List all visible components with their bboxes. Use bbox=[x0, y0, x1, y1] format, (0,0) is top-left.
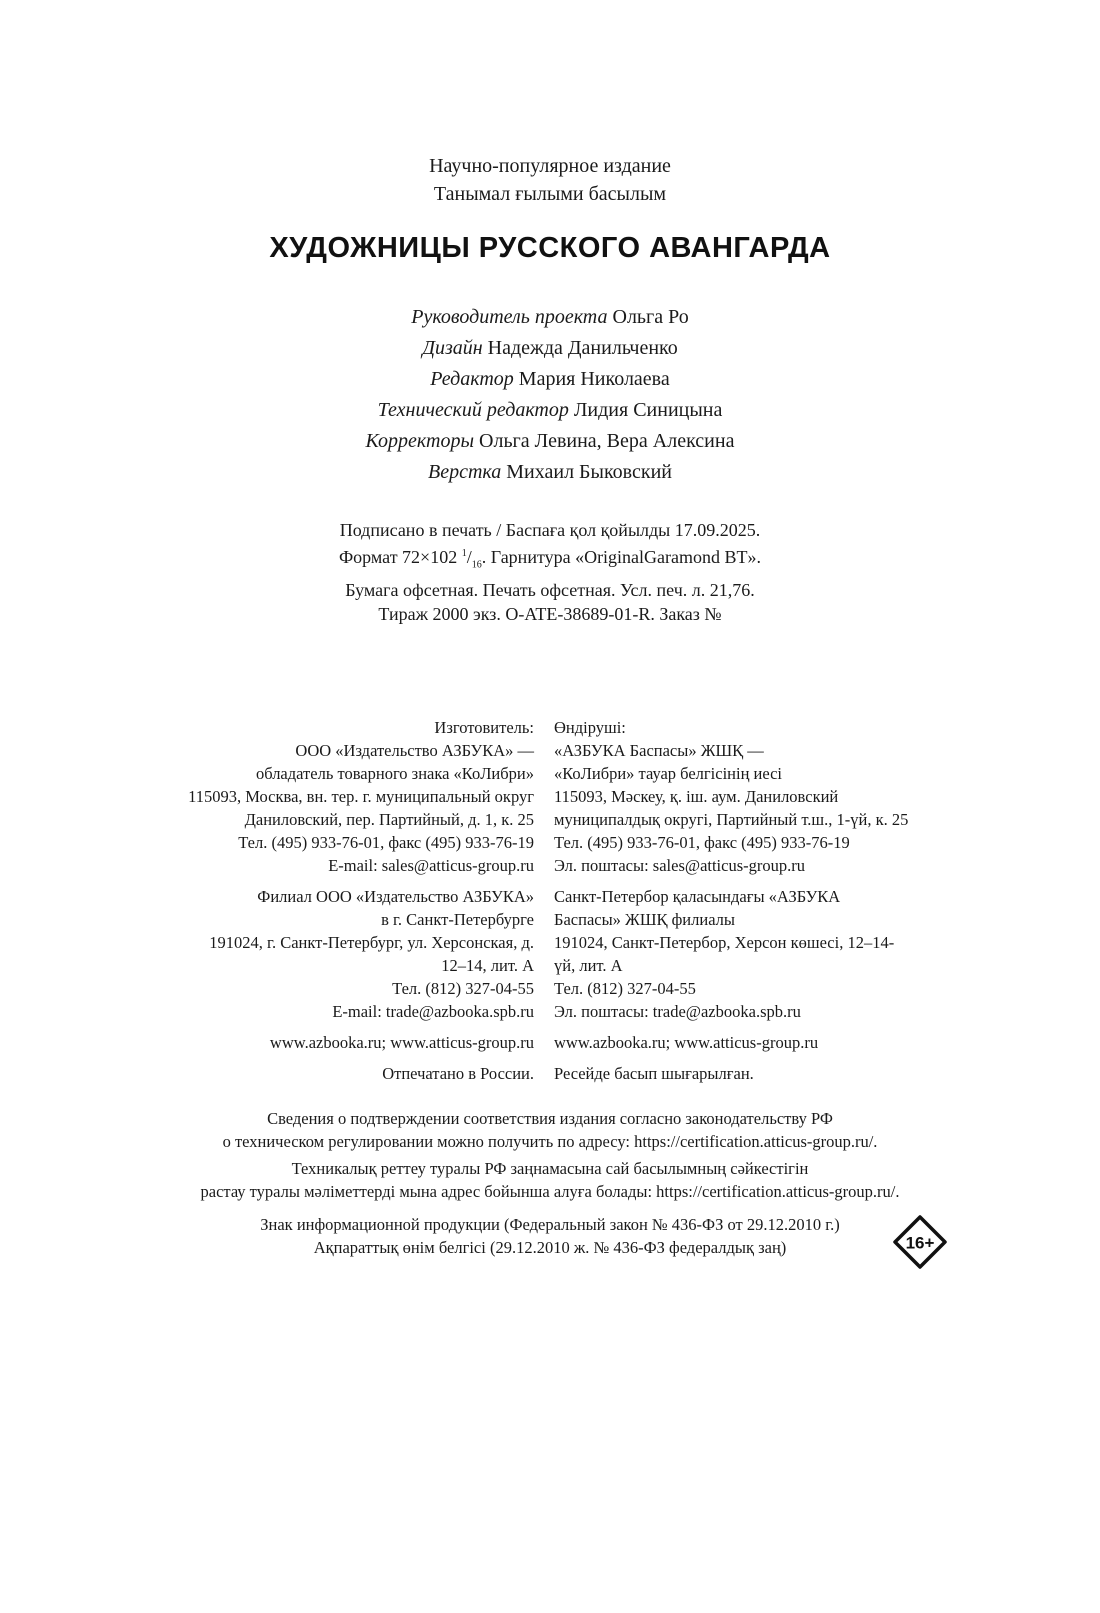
info-line: ООО «Издательство АЗБУКА» — bbox=[295, 741, 534, 760]
format-suffix: . Гарнитура «OriginalGaramond BT». bbox=[481, 547, 762, 567]
info-line: Эл. поштасы: trade@azbooka.spb.ru bbox=[554, 1002, 801, 1021]
certification-kz bbox=[0, 1157, 1100, 1203]
info-line: үй, лит. А bbox=[554, 956, 623, 975]
info-line: Баспасы» ЖШҚ филиалы bbox=[554, 910, 735, 929]
age-rating-badge bbox=[893, 1215, 947, 1269]
publisher-block bbox=[150, 716, 980, 877]
publisher-info bbox=[150, 716, 980, 1093]
column-kazakh bbox=[554, 1031, 944, 1054]
credit-line bbox=[0, 395, 1100, 426]
credit-line bbox=[0, 302, 1100, 333]
format-denominator: 16 bbox=[471, 559, 482, 571]
credit-line bbox=[0, 426, 1100, 457]
column-kazakh bbox=[554, 885, 944, 1023]
info-line: www.azbooka.ru; www.atticus-group.ru bbox=[554, 1033, 819, 1052]
edition-type-ru: Научно-популярное издание bbox=[429, 155, 671, 177]
credit-role: Корректоры bbox=[365, 430, 475, 452]
info-line: E-mail: sales@atticus-group.ru bbox=[328, 856, 534, 875]
info-line: 12–14, лит. А bbox=[441, 956, 534, 975]
info-line: Тел. (495) 933-76-01, факс (495) 933-76-19 bbox=[238, 833, 534, 852]
column-russian bbox=[150, 885, 554, 1023]
edition-type bbox=[0, 152, 1100, 208]
credit-role: Редактор bbox=[430, 368, 514, 390]
info-line: Тел. (812) 327-04-55 bbox=[392, 979, 534, 998]
column-kazakh bbox=[554, 1062, 944, 1085]
credit-name: Ольга Левина, Вера Алексина bbox=[479, 430, 735, 452]
info-line: в г. Санкт-Петербурге bbox=[381, 910, 534, 929]
info-line: Даниловский, пер. Партийный, д. 1, к. 25 bbox=[244, 810, 534, 829]
certification-line: растау туралы мәліметтерді мына адрес бойынша алуға болады: https://certification.atticus-group.ru/. bbox=[200, 1182, 900, 1201]
credits bbox=[0, 302, 1100, 488]
book-title: ХУДОЖНИЦЫ РУССКОГО АВАНГАРДА bbox=[269, 232, 831, 264]
column-russian bbox=[150, 716, 554, 877]
info-line: обладатель товарного знака «КоЛибри» bbox=[255, 764, 534, 783]
print-format bbox=[0, 542, 1100, 578]
format-separator: / bbox=[466, 547, 472, 567]
credit-name: Надежда Данильченко bbox=[487, 337, 678, 359]
certification-line: Сведения о подтверждении соответствия издания согласно законодательству РФ bbox=[267, 1109, 833, 1128]
info-line: Эл. поштасы: sales@atticus-group.ru bbox=[554, 856, 805, 875]
print-date: Подписано в печать / Баспаға қол қойылды 17.09.2025. bbox=[339, 520, 761, 540]
info-line: 191024, Санкт-Петербор, Херсон көшесі, 12–14- bbox=[554, 933, 895, 952]
info-line: www.azbooka.ru; www.atticus-group.ru bbox=[269, 1033, 534, 1052]
format-prefix: Формат 72×102 bbox=[338, 547, 462, 567]
credit-name: Михаил Быковский bbox=[506, 461, 672, 483]
print-run: Тираж 2000 экз. O-ATE-38689-01-R. Заказ № bbox=[378, 603, 722, 624]
info-line: «КоЛибри» тауар белгісінің иесі bbox=[554, 764, 783, 783]
info-line: «АЗБУКА Баспасы» ЖШҚ — bbox=[554, 741, 764, 760]
info-line: Тел. (812) 327-04-55 bbox=[554, 979, 696, 998]
info-line: Филиал ООО «Издательство АЗБУКА» bbox=[257, 887, 534, 906]
credit-role: Руководитель проекта bbox=[411, 306, 608, 328]
info-line: 115093, Москва, вн. тер. г. муниципальный округ bbox=[188, 787, 534, 806]
info-line: муниципалдық округі, Партийный т.ш., 1-үй, к. 25 bbox=[554, 810, 909, 829]
column-russian bbox=[150, 1062, 554, 1085]
edition-type-kz: Танымал ғылыми басылым bbox=[433, 183, 667, 205]
info-line: Өндіруші: bbox=[554, 718, 626, 737]
certification-line: о техническом регулировании можно получить по адресу: https://certification.atticus-group.ru/. bbox=[222, 1132, 878, 1151]
credit-role: Технический редактор bbox=[377, 399, 569, 421]
credit-role: Верстка bbox=[427, 461, 502, 483]
credit-name: Мария Николаева bbox=[518, 368, 670, 390]
certification-line: Техникалық реттеу туралы РФ заңнамасына сай басылымның сәйкестігін bbox=[291, 1159, 809, 1178]
info-line: Изготовитель: bbox=[434, 718, 534, 737]
publisher-block bbox=[150, 1031, 980, 1054]
info-line: Тел. (495) 933-76-01, факс (495) 933-76-19 bbox=[554, 833, 850, 852]
info-line: Отпечатано в России. bbox=[382, 1064, 534, 1083]
credit-line bbox=[0, 364, 1100, 395]
age-rating-text: 16+ bbox=[905, 1233, 935, 1253]
info-line: 115093, Мәскеу, қ. іш. аум. Даниловский bbox=[554, 787, 839, 806]
sign-line-ru: Знак информационной продукции (Федеральный закон № 436-ФЗ от 29.12.2010 г.) bbox=[260, 1215, 840, 1234]
certification-ru bbox=[0, 1107, 1100, 1153]
format-numerator: 1 bbox=[461, 548, 467, 559]
credit-role: Дизайн bbox=[422, 337, 483, 359]
column-russian bbox=[150, 1031, 554, 1054]
info-line: Ресейде басып шығарылған. bbox=[554, 1064, 754, 1083]
info-line: 191024, г. Санкт-Петербург, ул. Херсонская, д. bbox=[209, 933, 534, 952]
credit-line bbox=[0, 333, 1100, 364]
print-info bbox=[0, 518, 1100, 626]
credit-name: Ольга Ро bbox=[612, 306, 689, 328]
column-kazakh bbox=[554, 716, 944, 877]
info-product-sign bbox=[210, 1213, 890, 1259]
credit-line bbox=[0, 457, 1100, 488]
print-paper: Бумага офсетная. Печать офсетная. Усл. печ. л. 21,76. bbox=[345, 579, 755, 600]
info-line: E-mail: trade@azbooka.spb.ru bbox=[332, 1002, 534, 1021]
info-line: Санкт-Петербор қаласындағы «АЗБУКА bbox=[554, 887, 841, 906]
publisher-block bbox=[150, 885, 980, 1023]
publisher-block bbox=[150, 1062, 980, 1085]
sign-line-kz: Ақпараттық өнім белгісі (29.12.2010 ж. № 436-ФЗ федералдық заң) bbox=[313, 1238, 787, 1257]
credit-name: Лидия Синицына bbox=[573, 399, 723, 421]
